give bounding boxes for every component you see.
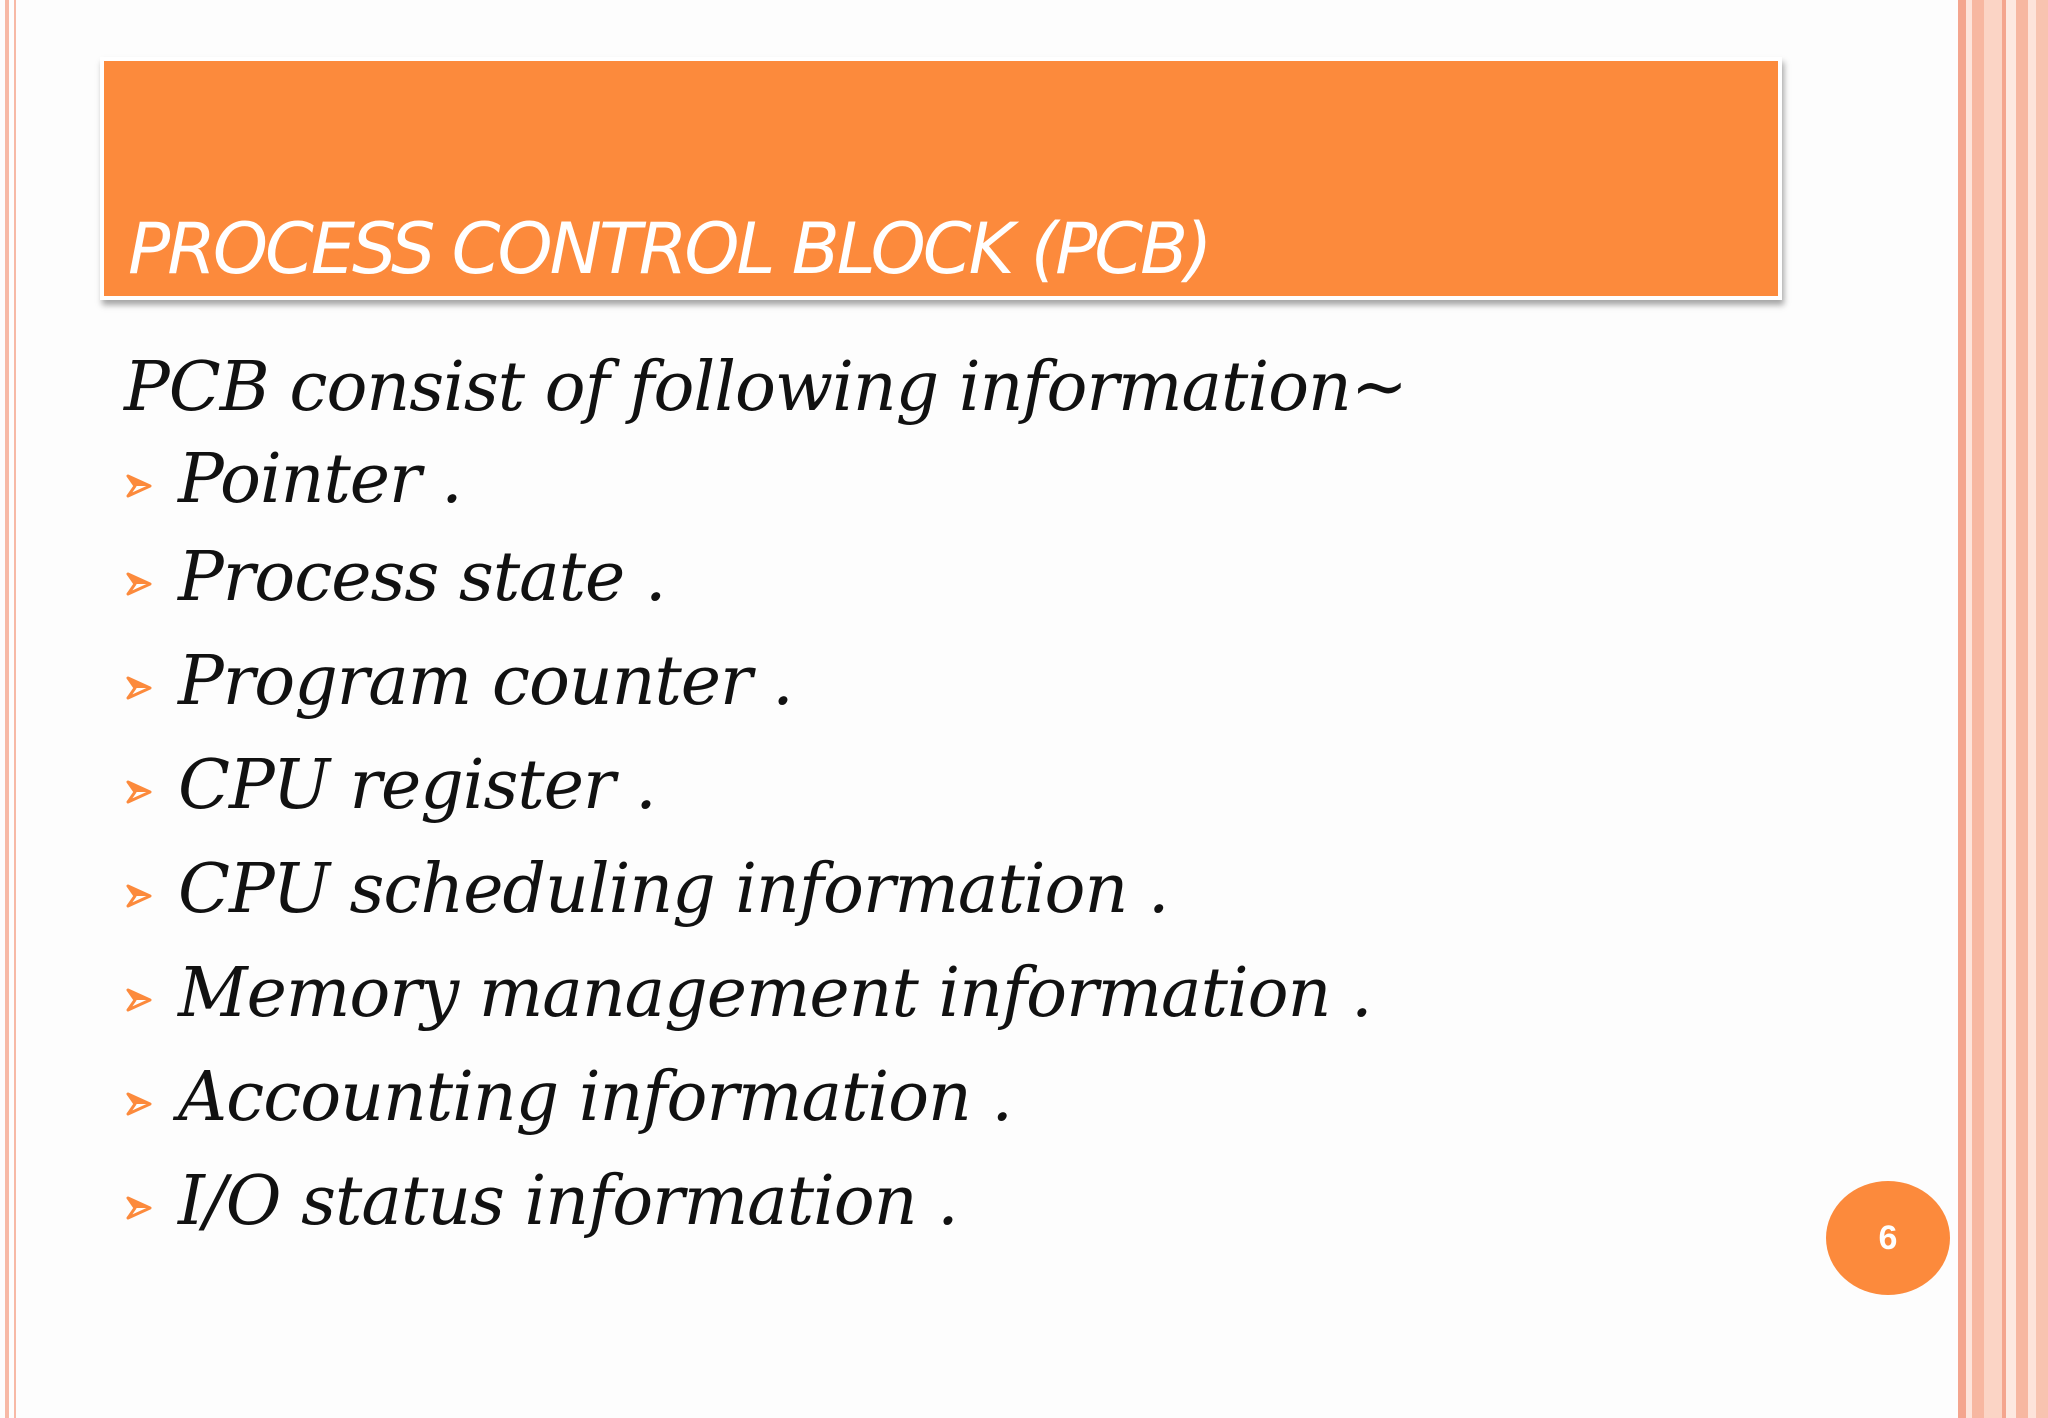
bullet-label: I/O status information . xyxy=(178,1162,958,1241)
stripe xyxy=(1984,0,2002,1418)
arrow-bullet-icon xyxy=(124,673,154,703)
stripe xyxy=(1958,0,1966,1418)
stripe xyxy=(2006,0,2016,1418)
arrow-bullet-icon xyxy=(124,881,154,911)
list-item xyxy=(124,526,1724,630)
list-item xyxy=(124,942,1724,1046)
arrow-bullet-icon xyxy=(124,1089,154,1119)
arrow-bullet-icon xyxy=(124,569,154,599)
arrow-bullet-icon xyxy=(124,777,154,807)
page-number: 6 xyxy=(1878,1218,1898,1257)
bullet-label: Program counter . xyxy=(178,642,793,721)
stripe xyxy=(2016,0,2028,1418)
slide-content xyxy=(124,342,1724,1254)
bullet-list xyxy=(124,434,1724,1254)
stripe xyxy=(2036,0,2048,1418)
arrow-bullet-icon xyxy=(124,1193,154,1223)
stripe xyxy=(2028,0,2036,1418)
bullet-label: Accounting information . xyxy=(178,1058,1013,1137)
list-item xyxy=(124,434,1724,526)
list-item xyxy=(124,1046,1724,1150)
arrow-bullet-icon xyxy=(124,471,154,501)
list-item xyxy=(124,734,1724,838)
left-border-line xyxy=(14,0,16,1418)
intro-text: PCB consist of following information~ xyxy=(124,348,1407,427)
bullet-label: Process state . xyxy=(178,538,666,617)
bullet-label: Memory management information . xyxy=(178,954,1372,1033)
list-item xyxy=(124,1150,1724,1254)
list-item xyxy=(124,630,1724,734)
page-number-badge xyxy=(1826,1181,1950,1295)
left-border-line xyxy=(5,0,9,1418)
title-banner xyxy=(100,57,1782,300)
list-item xyxy=(124,838,1724,942)
bullet-label: Pointer . xyxy=(178,440,462,519)
slide-title: PROCESS CONTROL BLOCK (PCB) xyxy=(128,208,1210,290)
right-decorative-stripes xyxy=(1958,0,2048,1418)
bullet-label: CPU register . xyxy=(178,746,656,825)
stripe xyxy=(1972,0,1984,1418)
arrow-bullet-icon xyxy=(124,985,154,1015)
bullet-label: CPU scheduling information . xyxy=(178,850,1169,929)
